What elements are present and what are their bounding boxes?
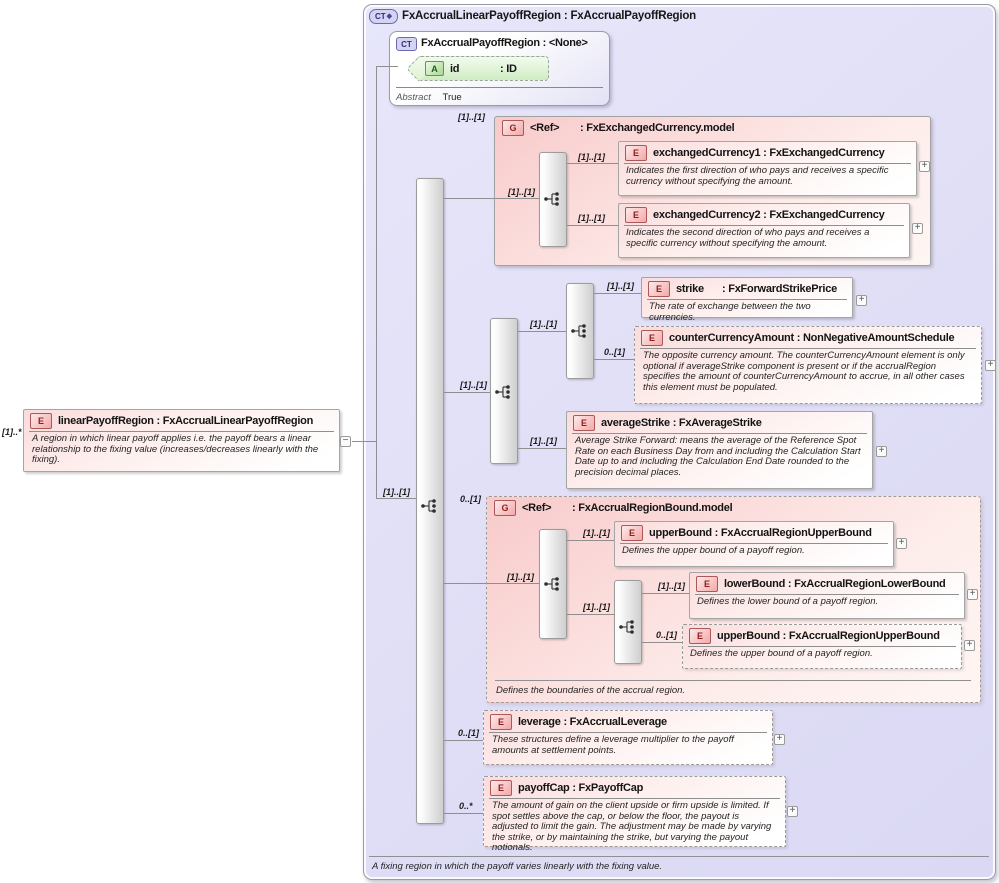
cardinality-label: [1]..[1] (658, 581, 685, 591)
expand-button[interactable]: + (896, 538, 907, 549)
element-title: upperBound : FxAccrualRegionUpperBound (649, 526, 872, 539)
connector-line (642, 593, 689, 594)
base-type-box[interactable] (389, 31, 610, 106)
cardinality-label: [1]..[1] (583, 528, 610, 538)
element-title: payoffCap : FxPayoffCap (518, 781, 644, 794)
collapse-button[interactable]: − (340, 436, 351, 447)
cardinality-label: [1]..[1] (530, 436, 557, 446)
expand-button[interactable]: + (774, 734, 785, 745)
connector-line (567, 614, 614, 615)
cardinality-label: [1]..[1] (458, 112, 485, 122)
element-counterCurrencyAmount[interactable] (634, 326, 982, 404)
connector-line (518, 331, 566, 332)
cardinality-label: 0..[1] (460, 494, 482, 504)
element-upperBound-choice[interactable] (614, 521, 894, 567)
expand-button[interactable]: + (787, 806, 798, 817)
element-title: upperBound : FxAccrualRegionUpperBound (717, 629, 940, 642)
cardinality-label: 0..[1] (458, 728, 480, 738)
connector-line (376, 66, 377, 499)
sequence-icon (543, 576, 563, 592)
element-description: The amount of gain on the client upside or firm upside is limited. If spot settles above the cap, or below the floor, the payout is adjusted to limit the gain. The adjustment may be made by varying the strike, or by maintaining the strike, but varying the payout notionals. (492, 800, 772, 853)
connector-line (444, 813, 483, 814)
element-badge: E (573, 415, 595, 431)
connector-line (567, 540, 614, 541)
cardinality-label: [1]..[1] (578, 152, 605, 162)
cardinality-label: [1]..[1] (507, 572, 534, 582)
diagram-footer-note: A fixing region in which the payoff varies linearly with the fixing value. (372, 861, 663, 872)
element-title: linearPayoffRegion : FxAccrualLinearPayoffRegion (58, 414, 314, 427)
expand-button[interactable]: + (919, 161, 930, 172)
element-leverage[interactable] (483, 710, 773, 765)
element-badge: E (696, 576, 718, 592)
cardinality-label: [1]..[1] (383, 487, 410, 497)
expand-button[interactable]: + (856, 295, 867, 306)
connector-line (567, 163, 618, 164)
group-type: : FxAccrualRegionBound.model (572, 502, 733, 514)
element-exchangedCurrency1[interactable] (618, 141, 917, 196)
element-upperBound-optional[interactable] (682, 624, 962, 669)
element-title: leverage : FxAccrualLeverage (518, 715, 667, 728)
connector-line (487, 583, 539, 584)
sequence-icon (543, 191, 563, 207)
cardinality-label: [1]..[1] (583, 602, 610, 612)
element-badge: E (490, 780, 512, 796)
element-description: A region in which linear payoff applies i.e. the payoff bears a linear relationship to the fixing value (increases/decreases linearly with the fixing). (32, 433, 319, 465)
complex-type-container (363, 4, 996, 880)
element-badge: E (648, 281, 670, 297)
complex-type-badge (369, 9, 398, 24)
sequence-icon (494, 384, 514, 400)
element-badge: E (30, 413, 52, 429)
element-description: Average Strike Forward: means the average of the Reference Spot Rate on each Business Day from and including the Calculation Start Date up to and including the Calculation End Date rounded to the precision decimal places. (575, 435, 861, 478)
element-description: Defines the upper bound of a payoff region. (622, 545, 805, 556)
cardinality-label: [1]..[1] (607, 281, 634, 291)
element-name: strike (676, 282, 704, 295)
element-description: Defines the lower bound of a payoff region. (697, 596, 879, 607)
element-badge: E (689, 628, 711, 644)
element-description: The rate of exchange between the two currencies. (649, 301, 811, 323)
element-description: Indicates the second direction of who pays and receives a specific currency without specifying the amount. (626, 227, 870, 249)
element-badge: E (641, 330, 663, 346)
element-title: exchangedCurrency2 : FxExchangedCurrency (653, 208, 885, 221)
connector-line (444, 392, 490, 393)
cardinality-label: 0..[1] (656, 630, 678, 640)
cardinality-label: [1]..[1] (460, 380, 487, 390)
connector-line (444, 198, 494, 199)
element-strike[interactable] (641, 277, 853, 323)
element-badge: E (490, 714, 512, 730)
group-name: <Ref> (530, 122, 560, 134)
connector-line (518, 448, 566, 449)
element-description: The opposite currency amount. The counterCurrencyAmount element is only optional if averageStrike component is present or if the accrualRegion specifies the amount of counterCurrencyAmount to accrue, in all other cases this element must be populated. (643, 350, 965, 393)
sequence-icon (570, 323, 590, 339)
cardinality-label: 0..[1] (604, 347, 626, 357)
element-payoffCap[interactable] (483, 776, 786, 853)
element-lowerBound[interactable] (689, 572, 965, 619)
expand-button[interactable]: + (876, 446, 887, 457)
complex-type-badge: CT (396, 37, 417, 51)
expand-button[interactable]: + (985, 360, 996, 371)
sequence-icon (618, 619, 638, 635)
element-title: lowerBound : FxAccrualRegionLowerBound (724, 577, 946, 590)
element-averageStrike[interactable] (566, 411, 873, 489)
attribute-badge: A (425, 61, 444, 76)
cardinality-label: [1]..[1] (578, 213, 605, 223)
sequence-icon (420, 498, 440, 514)
element-title: exchangedCurrency1 : FxExchangedCurrency (653, 146, 885, 159)
connector-line (444, 740, 483, 741)
connector-line (376, 66, 398, 67)
attribute-name: id (450, 62, 460, 75)
connector-line (594, 293, 641, 294)
connector-line (376, 498, 416, 499)
expand-button[interactable]: + (912, 223, 923, 234)
divider (495, 680, 971, 681)
cardinality-label: [1]..[1] (508, 187, 535, 197)
expand-button[interactable]: + (967, 589, 978, 600)
connector-line (594, 359, 634, 360)
element-exchangedCurrency2[interactable] (618, 203, 910, 258)
connector-line (444, 583, 486, 584)
cardinality-label: [1]..* (2, 427, 22, 437)
element-title: counterCurrencyAmount : NonNegativeAmountSchedule (669, 331, 955, 344)
divider (396, 87, 603, 88)
complex-type-badge-label: CT (374, 12, 386, 21)
connector-line (567, 225, 618, 226)
diagram-title: FxAccrualLinearPayoffRegion : FxAccrualPayoffRegion (402, 10, 696, 22)
element-badge: E (625, 207, 647, 223)
cardinality-label: [1]..[1] (530, 319, 557, 329)
group-footer-note: Defines the boundaries of the accrual region. (496, 685, 686, 696)
group-type: : FxExchangedCurrency.model (580, 122, 735, 134)
group-FxExchangedCurrency-model[interactable] (494, 116, 931, 266)
element-description: Indicates the first direction of who pays and receives a specific currency without specifying the amount. (626, 165, 889, 187)
abstract-value: True (442, 92, 462, 103)
element-badge: E (621, 525, 643, 541)
group-FxAccrualRegionBound-model[interactable] (486, 496, 981, 703)
derivation-diamond-icon: ◆ (386, 13, 393, 20)
divider (369, 856, 989, 857)
expand-button[interactable]: + (964, 640, 975, 651)
element-description: These structures define a leverage multiplier to the payoff amounts at settlement points. (492, 734, 734, 756)
abstract-label: Abstract (396, 92, 431, 103)
connector-line (495, 198, 539, 199)
element-linearPayoffRegion[interactable] (23, 409, 340, 472)
attribute-type: : ID (500, 62, 517, 75)
connector-line (352, 441, 376, 442)
group-badge: G (502, 120, 524, 136)
element-description: Defines the upper bound of a payoff region. (690, 648, 873, 659)
base-type-title: FxAccrualPayoffRegion : <None> (421, 37, 588, 49)
cardinality-label: 0..* (459, 801, 473, 811)
element-title: averageStrike : FxAverageStrike (601, 416, 762, 429)
group-badge: G (494, 500, 516, 516)
element-badge: E (625, 145, 647, 161)
element-type: : FxForwardStrikePrice (722, 282, 837, 295)
attribute-id[interactable] (417, 56, 549, 81)
connector-line (642, 642, 682, 643)
group-name: <Ref> (522, 502, 552, 514)
